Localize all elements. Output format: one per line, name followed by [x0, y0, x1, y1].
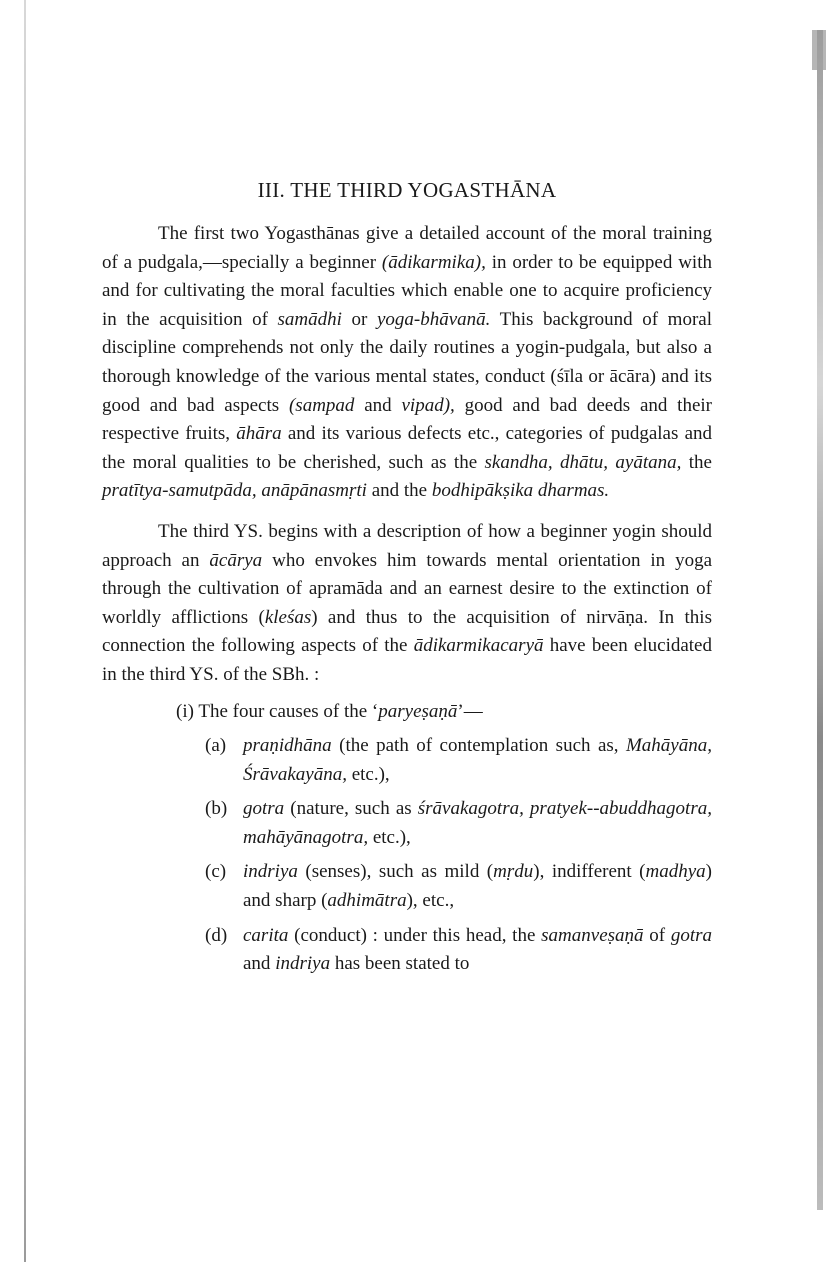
page-right-edge	[817, 30, 823, 1210]
text-run: The third YS. begins with a description of how a beginner yogin should approach an	[102, 520, 712, 571]
italic-term: indriya	[275, 953, 331, 975]
text-run: of	[643, 924, 671, 946]
paragraph-2	[102, 518, 712, 690]
list-text	[243, 922, 712, 979]
italic-term: madhya	[645, 861, 706, 883]
italic-term: Mahāyāna, Śrāvakayāna,	[243, 735, 712, 785]
italic-term: skandha, dhātu, ayātana,	[484, 451, 682, 473]
italic-term: adhimātra	[327, 890, 407, 912]
italic-term: ādikarmikacaryā	[413, 635, 544, 657]
text-run: etc.),	[368, 826, 411, 848]
italic-term: pratītya-samutpāda, anāpānasmṛti	[102, 480, 367, 502]
text-run: and	[354, 394, 402, 416]
text-run: (conduct) : under this head, the	[288, 924, 542, 946]
italic-term: paryeṣaṇā	[378, 700, 458, 722]
text-run: good and bad deeds and their respective fruits,	[102, 394, 713, 445]
text-run: (senses), such as mild (	[297, 861, 494, 883]
text-run: ) and sharp (	[243, 861, 712, 912]
page-left-edge	[24, 0, 26, 1262]
text-run: ), etc.,	[406, 890, 455, 912]
italic-term: gotra	[670, 924, 713, 946]
italic-term: carita	[243, 924, 289, 946]
text-run: and its various defects etc., categories of pudgalas and the moral qualities to be cherished, such as the	[102, 423, 712, 473]
italic-term: praṇidhāna	[243, 735, 332, 757]
text-run: etc.),	[346, 763, 390, 785]
italic-term: śrāvakagotra, pratyek--abuddhagotra, mahāyānagotra,	[243, 798, 712, 848]
italic-term: kleśas	[264, 606, 312, 628]
list-text	[243, 858, 712, 915]
italic-term: vipad),	[401, 394, 455, 416]
italic-term: yoga-bhāvanā.	[376, 308, 491, 330]
italic-term: gotra	[243, 798, 285, 820]
italic-term: ācārya	[209, 549, 263, 571]
list-item-a	[205, 732, 712, 789]
italic-term: samanveṣaṇā	[541, 924, 644, 946]
text-run: (the path of contemplation such as,	[331, 735, 626, 757]
list-item-d	[205, 922, 712, 979]
italic-term: samādhi	[277, 308, 342, 330]
text-run: The four causes of the ‘	[198, 700, 379, 722]
paragraph-1	[102, 220, 712, 506]
italic-term: āhāra	[236, 423, 282, 445]
text-run: and the	[366, 480, 432, 502]
text-run: This background of moral discipline comprehends not only the daily routines a yogin-pudgala, but also a thorough knowledge of the various mental states, conduct (śīla or ācāra) and its good and bad aspects	[102, 308, 712, 416]
text-run: and	[243, 953, 276, 975]
italic-term: (ādikarmika),	[381, 251, 486, 273]
text-run: ), indifferent (	[533, 861, 646, 883]
text-run: has been stated to	[330, 953, 470, 975]
text-run: have been elucidated in the third YS. of the SBh. :	[102, 635, 712, 685]
causes-list	[102, 698, 712, 979]
text-run: in order to be equipped with and for cultivating the moral faculties which enable one to acquire proficiency in the acquisition of	[102, 251, 712, 330]
italic-term: indriya	[243, 861, 298, 883]
list-text	[243, 795, 712, 852]
text-run: ’—	[457, 700, 483, 722]
page-body	[102, 178, 712, 979]
list-item-i	[102, 698, 712, 727]
list-label: (b)	[205, 798, 228, 820]
italic-term: bodhipākṣika dharmas.	[431, 480, 610, 502]
italic-term: mṛdu	[493, 861, 534, 883]
text-run: ) and thus to the acquisition of nirvāṇa. In this connection the following aspects of the	[102, 606, 712, 657]
list-label: (c)	[205, 861, 227, 883]
list-text	[243, 732, 712, 789]
list-item-c	[205, 858, 712, 915]
text-run: or	[341, 308, 377, 330]
list-item-b	[205, 795, 712, 852]
list-label: (d)	[205, 924, 228, 946]
text-run: who envokes him towards mental orientation in yoga through the cultivation of apramāda and an earnest desire to the extinction of worldly afflictions (	[102, 549, 713, 628]
text-run: the	[681, 451, 712, 473]
text-run: (nature, such as	[284, 798, 418, 820]
italic-term: (sampad	[288, 394, 355, 416]
list-label: (i)	[176, 700, 194, 722]
list-label: (a)	[205, 735, 227, 757]
chapter-title: III. THE THIRD YOGASTHĀNA	[257, 178, 557, 202]
text-run: The first two Yogasthānas give a detailed account of the moral training of a pudgala,—specially a beginner	[102, 223, 712, 273]
